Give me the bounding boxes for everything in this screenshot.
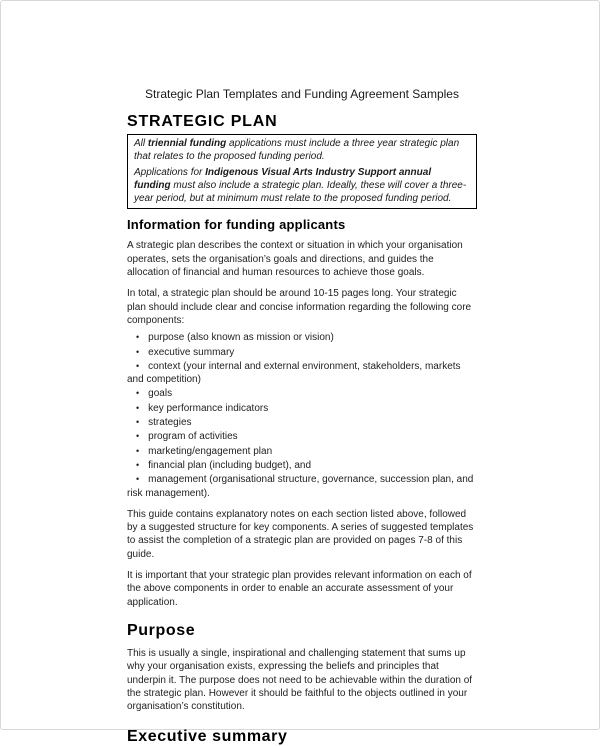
funding-notice-box bbox=[127, 134, 477, 209]
bullet-icon: • bbox=[136, 360, 140, 371]
list-item bbox=[127, 416, 477, 429]
list-item-text: goals bbox=[148, 388, 173, 400]
list-item bbox=[127, 445, 477, 458]
list-item bbox=[127, 430, 477, 443]
list-item-text: strategies bbox=[148, 417, 192, 429]
notice-2-bold: Indigenous Visual Arts Industry Support annual funding bbox=[134, 166, 432, 191]
list-item bbox=[127, 459, 477, 472]
document-title: Strategic Plan Templates and Funding Agreement Samples bbox=[145, 87, 459, 101]
bullet-icon: • bbox=[136, 346, 140, 357]
list-item bbox=[127, 346, 477, 359]
notice-paragraph-2 bbox=[134, 166, 470, 206]
notice-1-post: applications must include a three year strategic plan that relates to the proposed funding period. bbox=[134, 138, 460, 163]
info-paragraph-2: In total, a strategic plan should be around 10-15 pages long. Your strategic plan should include clear and concise information regarding the following core components: bbox=[127, 288, 472, 326]
purpose-heading: Purpose bbox=[127, 621, 196, 639]
notice-2-post: must also include a strategic plan. Ideally, these will cover a three-year period, but at minimum must relate to the proposed funding period. bbox=[134, 179, 467, 205]
bullet-icon: • bbox=[136, 417, 140, 428]
bullet-icon: • bbox=[136, 445, 140, 456]
bullet-icon: • bbox=[136, 431, 140, 442]
bullet-icon: • bbox=[136, 474, 140, 485]
notice-paragraph-1 bbox=[134, 137, 470, 164]
notice-1-bold: triennial funding bbox=[147, 138, 227, 149]
notice-2-pre: Applications for bbox=[134, 166, 206, 178]
notice-1-pre: All bbox=[134, 138, 148, 149]
list-item-text: purpose (also known as mission or vision) bbox=[148, 332, 334, 344]
core-components-list bbox=[127, 331, 477, 500]
list-item-text: management (organisational structure, governance, succession plan, and risk management). bbox=[127, 474, 474, 499]
bullet-icon: • bbox=[136, 388, 140, 399]
list-item bbox=[127, 387, 477, 400]
list-item-text: executive summary bbox=[148, 346, 235, 358]
info-paragraph-1: A strategic plan describes the context or situation in which your organisation operates, sets the organisation’s goals and directions, and guides the allocation of financial and human resources to achieve those goals. bbox=[127, 240, 463, 279]
info-for-applicants-heading: Information for funding applicants bbox=[127, 217, 346, 233]
bullet-icon: • bbox=[136, 459, 140, 470]
list-item bbox=[127, 402, 477, 415]
executive-summary-heading: Executive summary bbox=[127, 728, 288, 746]
list-item bbox=[127, 331, 477, 344]
list-item bbox=[127, 360, 477, 387]
list-item-text: program of activities bbox=[148, 431, 238, 443]
list-item-text: context (your internal and external environment, stakeholders, markets and competition) bbox=[127, 360, 461, 386]
strategic-plan-heading: STRATEGIC PLAN bbox=[127, 113, 278, 130]
purpose-paragraph: This is usually a single, inspirational and challenging statement that sums up why your organisation exists, expressing the beliefs and principles that underpin it. The purpose does not need to be achievable within the duration of the strategic plan. However it should be faithful to the objects outlined in your organisation’s constitution. bbox=[127, 647, 473, 713]
list-item-text: key performance indicators bbox=[148, 402, 269, 414]
info-paragraph-4: It is important that your strategic plan provides relevant information on each of the above components in order to enable an accurate assessment of your application. bbox=[127, 570, 472, 608]
bullet-icon: • bbox=[136, 332, 140, 343]
list-item bbox=[127, 473, 477, 500]
list-item-text: financial plan (including budget), and bbox=[148, 459, 312, 471]
bullet-icon: • bbox=[136, 402, 140, 413]
info-paragraph-3: This guide contains explanatory notes on each section listed above, followed by a suggested structure for key components. A series of suggested templates to assist the completion of a strategic plan are provided on pages 7-8 of this guide. bbox=[127, 508, 474, 560]
list-item-text: marketing/engagement plan bbox=[148, 445, 273, 457]
